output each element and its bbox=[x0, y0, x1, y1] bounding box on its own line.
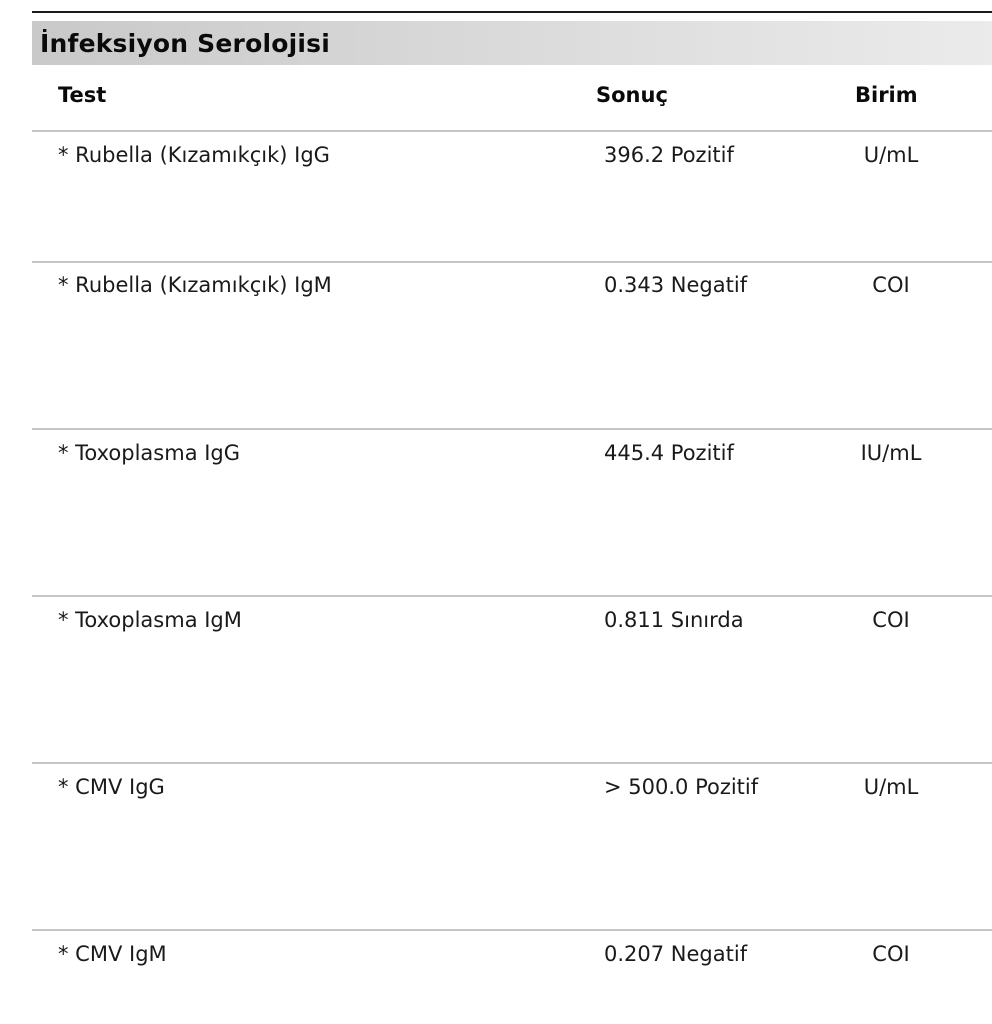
column-header-test: Test bbox=[58, 83, 107, 107]
test-name: * Rubella (Kızamıkçık) IgM bbox=[58, 273, 332, 297]
test-name: * Toxoplasma IgM bbox=[58, 608, 242, 632]
test-unit: COI bbox=[872, 273, 910, 297]
test-result: 445.4 Pozitif bbox=[604, 441, 734, 465]
row-divider bbox=[32, 929, 992, 931]
row-divider bbox=[32, 261, 992, 263]
test-result: 0.811 Sınırda bbox=[604, 608, 744, 632]
test-result: 0.207 Negatif bbox=[604, 942, 748, 966]
row-divider bbox=[32, 762, 992, 764]
column-header-unit: Birim bbox=[855, 83, 918, 107]
section-title: İnfeksiyon Serolojisi bbox=[40, 29, 330, 58]
section-header bbox=[32, 21, 992, 65]
row-divider bbox=[32, 428, 992, 430]
test-unit: U/mL bbox=[863, 775, 919, 799]
test-unit: IU/mL bbox=[860, 441, 922, 465]
test-result: 0.343 Negatif bbox=[604, 273, 748, 297]
row-divider bbox=[32, 595, 992, 597]
test-unit: COI bbox=[872, 942, 910, 966]
test-name: * CMV IgG bbox=[58, 775, 165, 799]
test-result: > 500.0 Pozitif bbox=[604, 775, 759, 799]
test-name: * Rubella (Kızamıkçık) IgG bbox=[58, 143, 330, 167]
row-divider bbox=[32, 130, 992, 132]
test-name: * Toxoplasma IgG bbox=[58, 441, 241, 465]
column-header-result: Sonuç bbox=[596, 83, 668, 107]
test-unit: COI bbox=[872, 608, 910, 632]
test-unit: U/mL bbox=[863, 143, 919, 167]
test-result: 396.2 Pozitif bbox=[604, 143, 734, 167]
top-rule bbox=[32, 11, 992, 13]
test-name: * CMV IgM bbox=[58, 942, 167, 966]
